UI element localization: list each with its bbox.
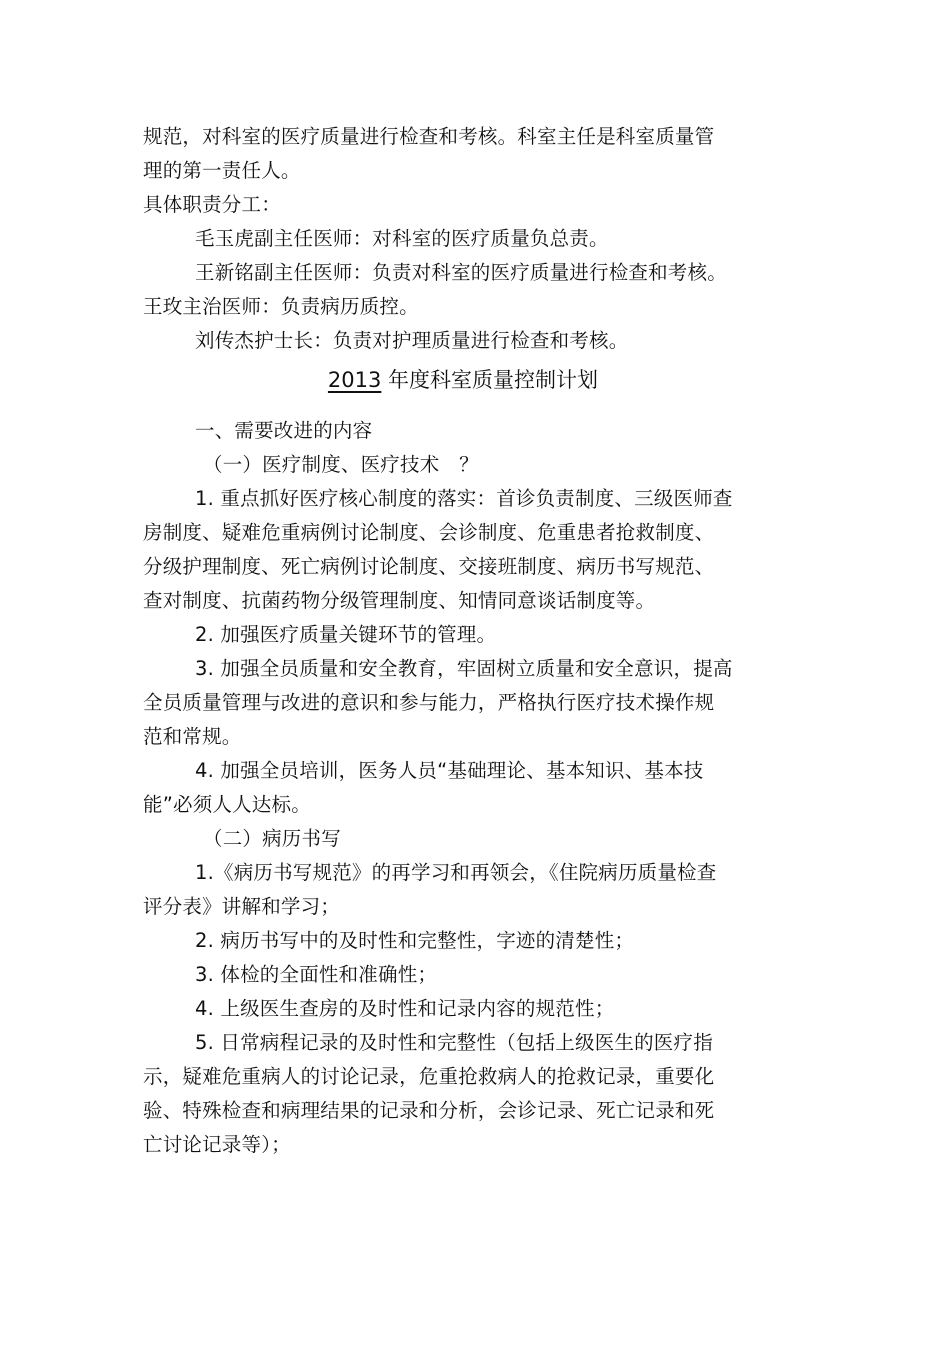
item-3-line-1: 3. 加强全员质量和安全教育，牢固树立质量和安全意识，提高 bbox=[195, 657, 733, 680]
record-item-3: 3. 体检的全面性和准确性； bbox=[195, 963, 438, 986]
item-1-line-2: 房制度、疑难危重病例讨论制度、会诊制度、危重患者抢救制度、 bbox=[143, 521, 715, 544]
record-item-5-line-2: 示，疑难危重病人的讨论记录，危重抢救病人的抢救记录，重要化 bbox=[143, 1065, 715, 1088]
duty-line-2: 王新铭副主任医师：负责对科室的医疗质量进行检查和考核。 bbox=[195, 261, 727, 284]
item-4-line-1: 4. 加强全员培训，医务人员“基础理论、基本知识、基本技 bbox=[195, 759, 704, 782]
document-page bbox=[143, 120, 783, 1162]
item-1-line-3: 分级护理制度、死亡病例讨论制度、交接班制度、病历书写规范、 bbox=[143, 555, 715, 578]
subsection-heading-2: （二）病历书写 bbox=[203, 827, 341, 850]
item-1-line-4: 查对制度、抗菌药物分级管理制度、知情同意谈话制度等。 bbox=[143, 589, 656, 612]
record-item-1-line-2: 评分表》讲解和学习； bbox=[143, 895, 341, 918]
item-4-line-2: 能”必须人人达标。 bbox=[143, 793, 311, 816]
item-3-line-3: 范和常规。 bbox=[143, 725, 242, 748]
record-item-4: 4. 上级医生查房的及时性和记录内容的规范性； bbox=[195, 997, 615, 1020]
record-item-2: 2. 病历书写中的及时性和完整性，字迹的清楚性； bbox=[195, 929, 635, 952]
duty-heading: 具体职责分工： bbox=[143, 193, 281, 216]
duty-line-3: 王玫主治医师：负责病历质控。 bbox=[143, 295, 419, 318]
item-1-line-1: 1. 重点抓好医疗核心制度的落实：首诊负责制度、三级医师查 bbox=[195, 487, 733, 510]
item-2: 2. 加强医疗质量关键环节的管理。 bbox=[195, 623, 497, 646]
record-item-1-line-1: 1.《病历书写规范》的再学习和再领会，《住院病历质量检查 bbox=[195, 861, 717, 884]
item-3-line-2: 全员质量管理与改进的意识和参与能力，严格执行医疗技术操作规 bbox=[143, 691, 715, 714]
intro-line-2: 理的第一责任人。 bbox=[143, 159, 301, 182]
page-title bbox=[143, 362, 783, 398]
title-text: 年度科室质量控制计划 bbox=[381, 368, 599, 392]
record-item-5-line-1: 5. 日常病程记录的及时性和完整性（包括上级医生的医疗指 bbox=[195, 1031, 713, 1054]
duty-line-4: 刘传杰护士长：负责对护理质量进行检查和考核。 bbox=[195, 329, 629, 352]
subsection-heading-1: （一）医疗制度、医疗技术 ？ bbox=[203, 453, 479, 476]
section-heading: 一、需要改进的内容 bbox=[195, 419, 373, 442]
title-year: 2013 bbox=[327, 368, 382, 392]
record-item-5-line-3: 验、特殊检查和病理结果的记录和分析，会诊记录、死亡记录和死 bbox=[143, 1099, 715, 1122]
record-item-5-line-4: 亡讨论记录等）； bbox=[143, 1133, 291, 1156]
duty-line-1: 毛玉虎副主任医师：对科室的医疗质量负总责。 bbox=[195, 227, 609, 250]
intro-line-1: 规范，对科室的医疗质量进行检查和考核。科室主任是科室质量管 bbox=[143, 125, 715, 148]
